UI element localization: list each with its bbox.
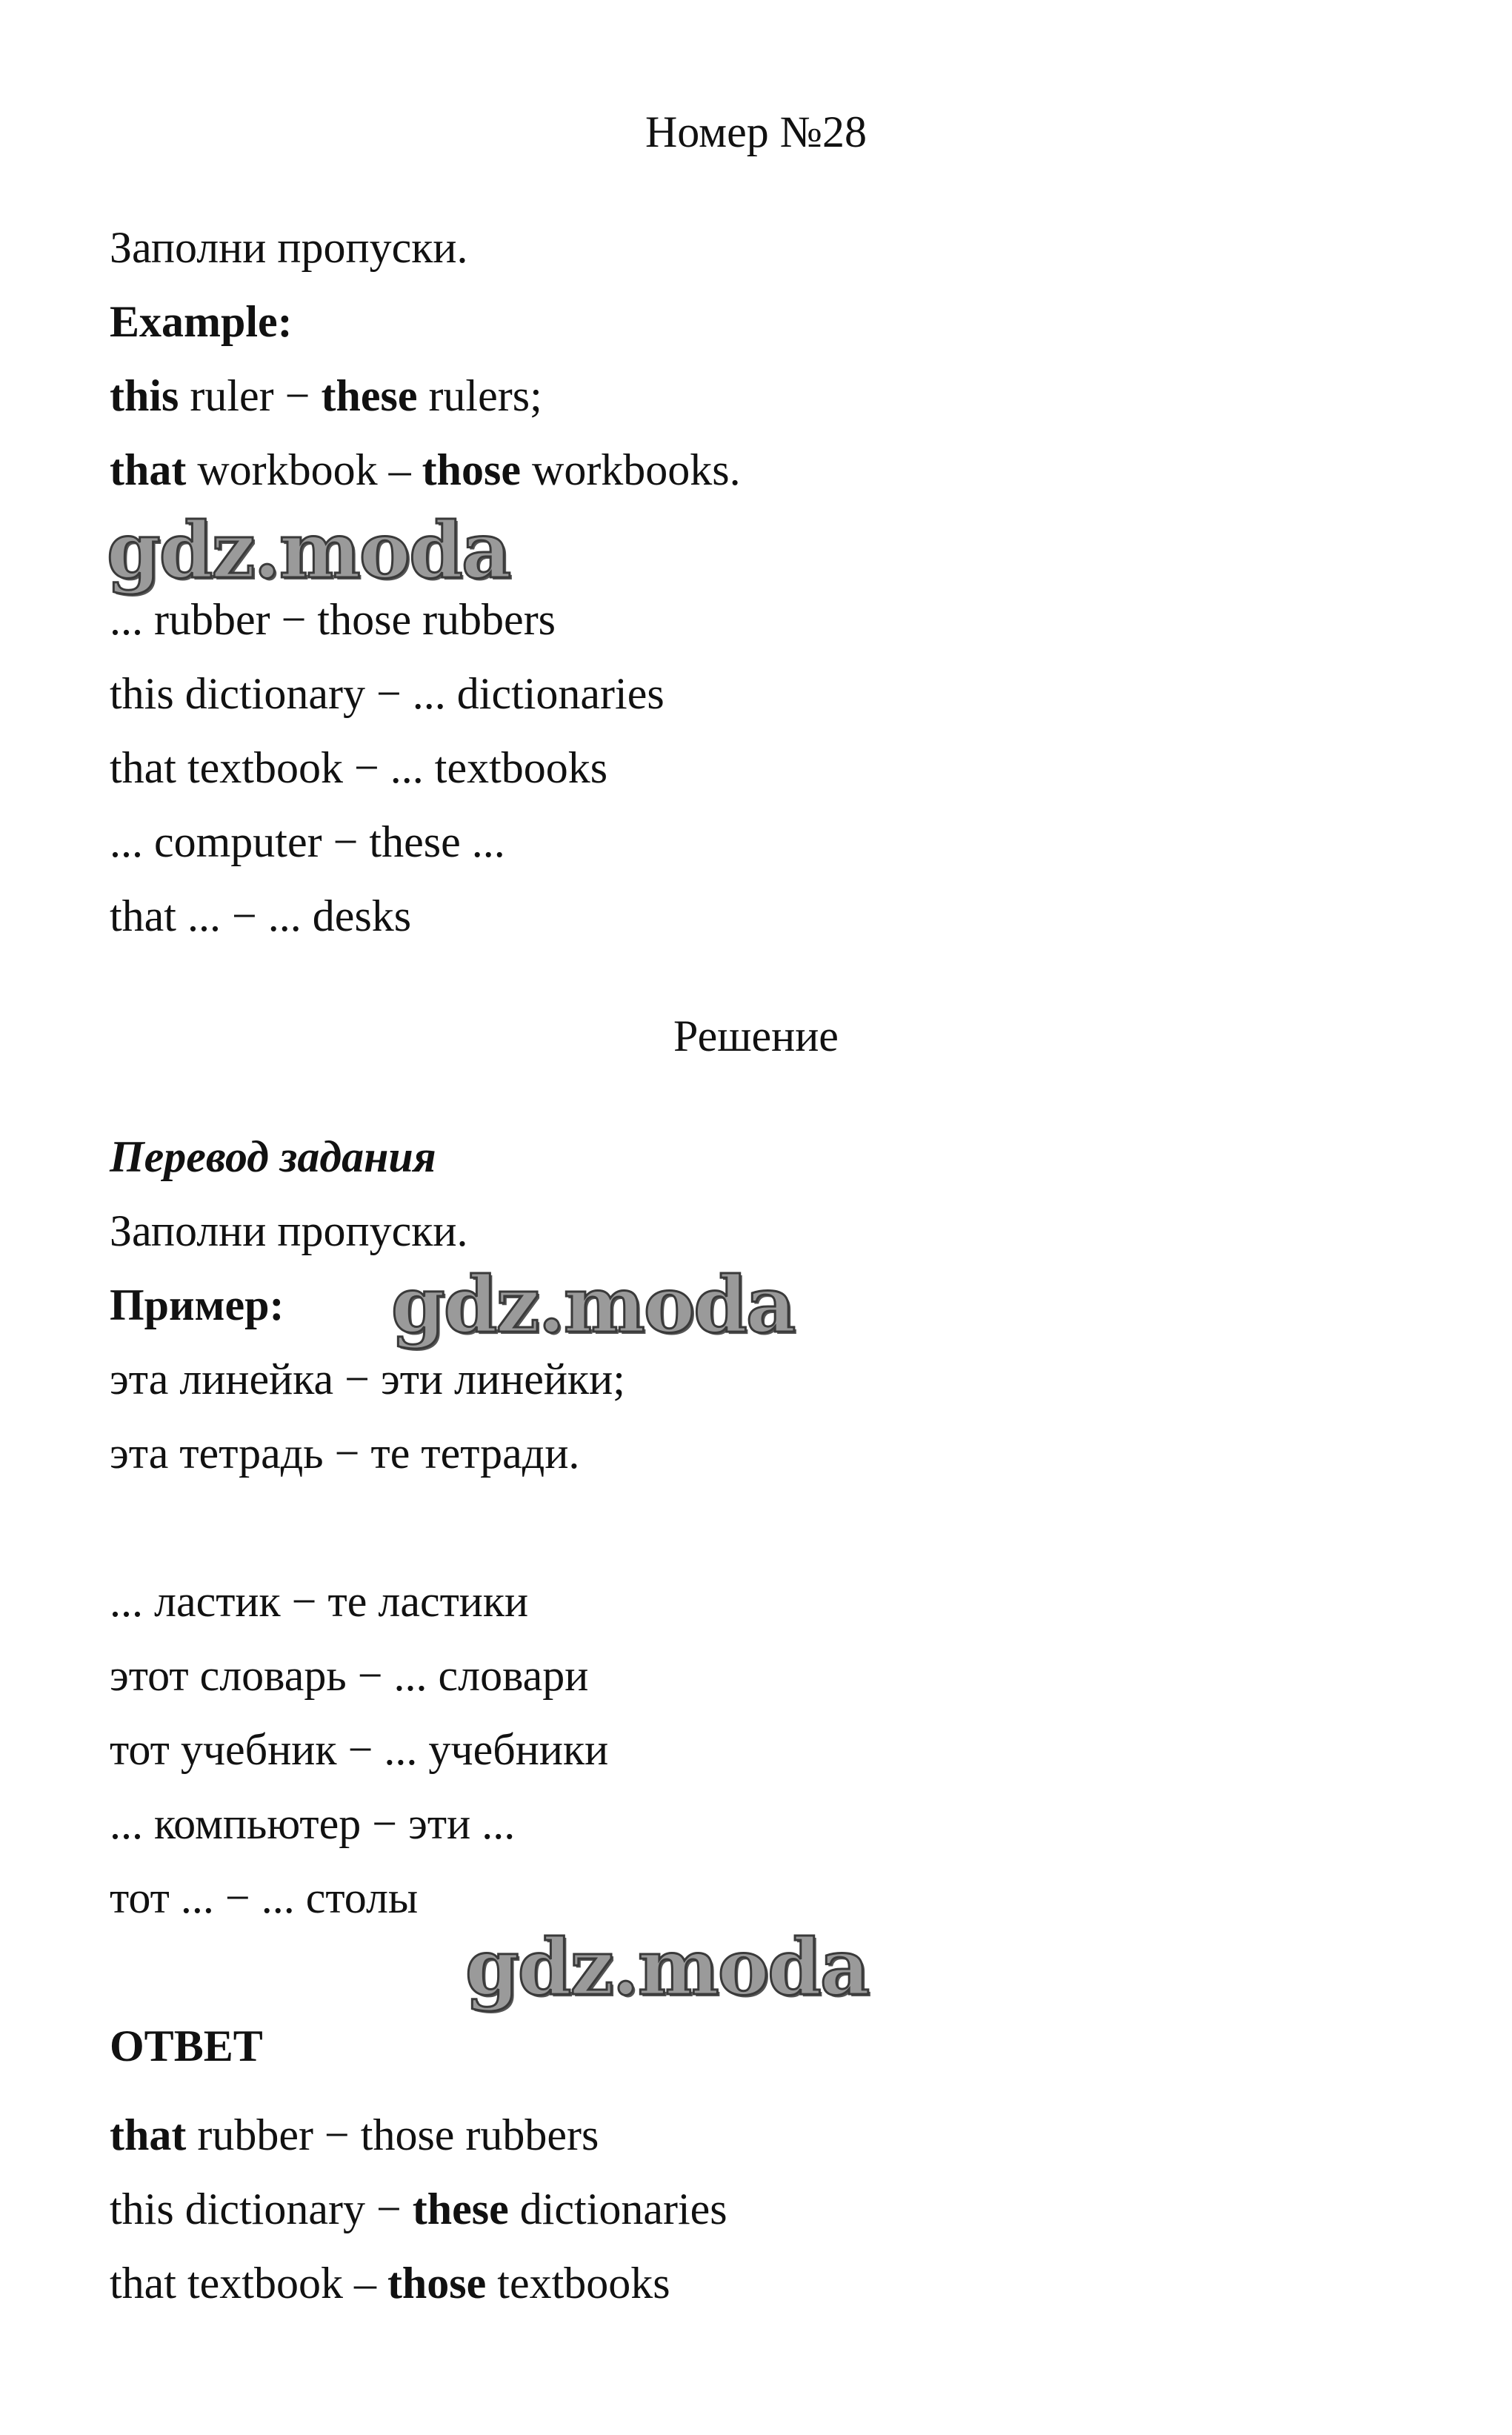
translation-exercise-line: ... компьютер − эти ... [110, 1799, 516, 1848]
bold-word: this [110, 371, 179, 420]
page-title: Номер №28 [645, 107, 867, 156]
translation-example-line: эта тетрадь − те тетради. [110, 1429, 580, 1478]
translation-exercise-line: ... ластик − те ластики [110, 1577, 529, 1626]
bold-word: that [110, 445, 187, 494]
text-run: this dictionary − [110, 2185, 413, 2233]
answer-line-1 [110, 2108, 599, 2162]
translation-heading: Перевод задания [110, 1132, 436, 1181]
task-instruction: Заполни пропуски. [110, 223, 468, 272]
text-run: rulers; [417, 371, 542, 420]
bold-word: these [321, 371, 418, 420]
translation-exercise-line: тот учебник − ... учебники [110, 1725, 609, 1774]
bold-word: those [387, 2259, 487, 2308]
example-label: Example: [110, 297, 293, 346]
exercise-line: that ... − ... desks [110, 891, 412, 940]
exercise-line: ... computer − these ... [110, 817, 505, 866]
text-run: textbooks [486, 2259, 670, 2308]
translation-instruction: Заполни пропуски. [110, 1206, 468, 1255]
watermark-logo: gdz.moda [465, 1921, 869, 2013]
exercise-line: ... rubber − those rubbers [110, 595, 556, 644]
text-run: rubber − those rubbers [186, 2110, 599, 2159]
answer-line-3 [110, 2256, 670, 2310]
bold-word: these [412, 2185, 509, 2233]
bold-word: those [422, 445, 521, 494]
example-line-1 [110, 369, 542, 422]
bold-word: that [110, 2110, 187, 2159]
example-line-2 [110, 443, 741, 496]
answer-heading: ОТВЕТ [110, 2022, 263, 2070]
translation-exercise-line: тот ... − ... столы [110, 1873, 419, 1922]
exercise-line: that textbook − ... textbooks [110, 743, 608, 792]
text-run: dictionaries [508, 2185, 727, 2233]
answer-line-2 [110, 2182, 727, 2236]
translation-example-label: Пример: [110, 1280, 284, 1329]
translation-example-line: эта линейка − эти линейки; [110, 1355, 625, 1403]
text-run: ruler − [179, 371, 322, 420]
text-run: workbook – [186, 445, 422, 494]
text-run: workbooks. [521, 445, 741, 494]
exercise-line: this dictionary − ... dictionaries [110, 669, 665, 718]
solution-heading: Решение [673, 1011, 839, 1060]
translation-exercise-line: этот словарь − ... словари [110, 1651, 589, 1700]
watermark-logo: gdz.moda [107, 505, 510, 596]
text-run: that textbook – [110, 2259, 387, 2308]
watermark-logo: gdz.moda [391, 1259, 795, 1350]
